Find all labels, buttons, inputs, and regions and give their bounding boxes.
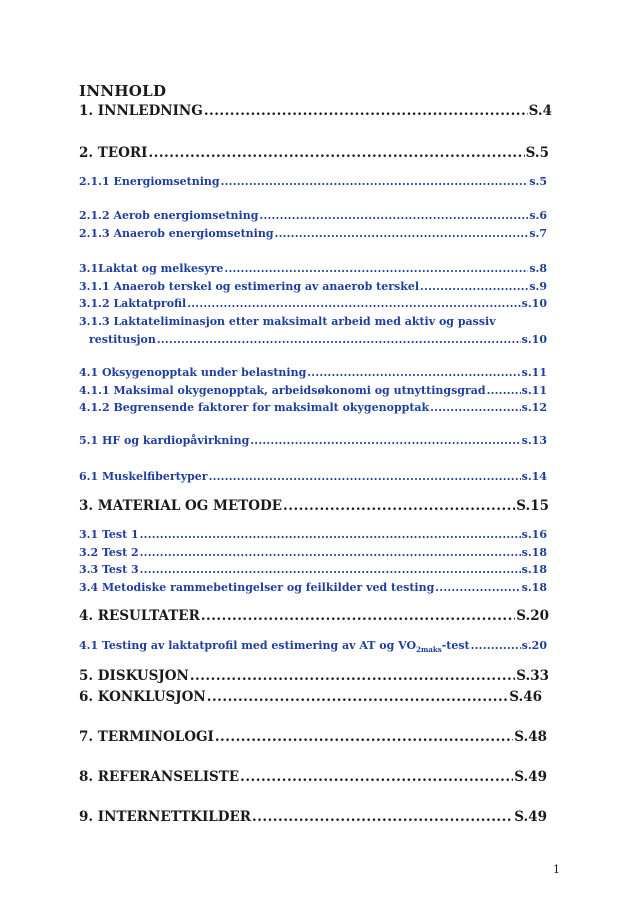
toc-entry-continuation[interactable]: [79, 333, 547, 346]
toc-leader-dots: [240, 769, 513, 785]
toc-entry-label: 5.1 HF og kardiopåvirkning: [79, 434, 250, 447]
toc-entry[interactable]: [79, 297, 547, 310]
toc-entry[interactable]: [79, 470, 547, 483]
toc-leader-dots: [157, 333, 521, 346]
toc-entry-page: s.12: [521, 401, 547, 414]
toc-leader-dots: [221, 175, 529, 188]
toc-entry[interactable]: [79, 809, 547, 825]
toc-entry-label: 6. KONKLUSJON: [79, 689, 206, 705]
toc-entry-label-subscript: 2maks: [416, 645, 442, 655]
toc-entry[interactable]: [79, 581, 547, 594]
toc-leader-dots: [215, 729, 513, 745]
toc-entry[interactable]: [79, 639, 547, 654]
toc-leader-dots: [250, 434, 520, 447]
toc-entry-label: 4.1.2 Begrensende faktorer for maksimalt okygenopptak: [79, 401, 430, 414]
toc-leader-dots: [140, 563, 521, 576]
toc-entry-label: restitusjon: [89, 333, 156, 346]
toc-leader-dots: [307, 366, 520, 379]
toc-entry-label: 4.1 Oksygenopptak under belastning: [79, 366, 307, 379]
toc-leader-dots: [148, 145, 524, 161]
toc-entry-label: 3.1 Test 1: [79, 528, 139, 541]
toc-entry-label: 9. INTERNETTKILDER: [79, 809, 251, 825]
toc-entry[interactable]: [79, 546, 547, 559]
toc-entry[interactable]: [79, 227, 547, 240]
toc-leader-dots: [420, 280, 528, 293]
toc-entry-page: s.10: [521, 297, 547, 310]
toc-entry-label: 3.1.2 Laktatprofil: [79, 297, 187, 310]
toc-entry[interactable]: [79, 668, 549, 684]
toc-entry-page: s.7: [529, 227, 547, 240]
toc-entry-page: S.20: [516, 608, 549, 624]
toc-entry-page: S.15: [516, 498, 549, 514]
toc-leader-dots: [187, 297, 520, 310]
toc-entry-label: 3.1Laktat og melkesyre: [79, 262, 224, 275]
toc-entry-label: 3.3 Test 3: [79, 563, 139, 576]
toc-entry[interactable]: [79, 689, 542, 705]
toc-entry-page: S.49: [514, 769, 547, 785]
toc-entry-page: s.11: [521, 384, 547, 397]
toc-leader-dots: [252, 809, 513, 825]
toc-entry[interactable]: [79, 498, 549, 514]
toc-entry-label: 5. DISKUSJON: [79, 668, 189, 684]
toc-entry-page: s.20: [521, 639, 547, 652]
toc-leader-dots: [204, 103, 528, 119]
toc-entry[interactable]: [79, 729, 547, 745]
toc-entry[interactable]: [79, 366, 547, 379]
toc-leader-dots: [487, 384, 521, 397]
toc-leader-dots: [275, 227, 529, 240]
toc-entry-page: s.9: [529, 280, 547, 293]
toc-entry-page: s.14: [521, 470, 547, 483]
toc-leader-dots: [259, 209, 528, 222]
toc-entry-label: 4.1.1 Maksimal okygenopptak, arbeidsøkonomi og utnyttingsgrad: [79, 384, 486, 397]
page-number: 1: [553, 863, 560, 876]
toc-entry-page: s.6: [529, 209, 547, 222]
toc-leader-dots: [140, 528, 521, 541]
toc-entry[interactable]: [79, 434, 547, 447]
toc-entry-label: 1. INNLEDNING: [79, 103, 203, 119]
toc-leader-dots: [435, 581, 520, 594]
toc-leader-dots: [283, 498, 515, 514]
toc-entry-label: [79, 639, 470, 654]
toc-entry[interactable]: [79, 145, 549, 161]
toc-entry-label: 2.1.1 Energiomsetning: [79, 175, 220, 188]
toc-entry[interactable]: [79, 608, 549, 624]
toc-entry-label: 8. REFERANSELISTE: [79, 769, 240, 785]
toc-leader-dots: [201, 608, 515, 624]
toc-entry[interactable]: [79, 769, 547, 785]
toc-leader-dots: [224, 262, 528, 275]
toc-entry-label: 2.1.3 Anaerob energiomsetning: [79, 227, 274, 240]
toc-entry-label: 3.1.1 Anaerob terskel og estimering av anaerob terskel: [79, 280, 420, 293]
toc-entry-label: 2. TEORI: [79, 145, 148, 161]
toc-entry[interactable]: [79, 563, 547, 576]
toc-entry-label: 4. RESULTATER: [79, 608, 200, 624]
toc-entry[interactable]: [79, 280, 547, 293]
toc-leader-dots: [140, 546, 521, 559]
toc-entry[interactable]: [79, 262, 547, 275]
toc-entry-label: 6.1 Muskelfibertyper: [79, 470, 208, 483]
toc-entry-label: 3.2 Test 2: [79, 546, 139, 559]
toc-entry-label: 3. MATERIAL OG METODE: [79, 498, 283, 514]
toc-entry-page: s.16: [521, 528, 547, 541]
toc-heading: INNHOLD: [79, 82, 167, 100]
toc-entry-page: s.11: [521, 366, 547, 379]
toc-entry[interactable]: [79, 175, 547, 188]
toc-entry-page: S.46: [509, 689, 542, 705]
toc-entry-page: S.33: [516, 668, 549, 684]
toc-entry-page: S.49: [514, 809, 547, 825]
toc-entry-label: 3.4 Metodiske rammebetingelser og feilkilder ved testing: [79, 581, 435, 594]
toc-entry[interactable]: [79, 315, 547, 328]
toc-leader-dots: [190, 668, 515, 684]
toc-entry[interactable]: [79, 401, 547, 414]
toc-entry-page: s.18: [521, 563, 547, 576]
toc-entry[interactable]: [79, 384, 547, 397]
toc-entry-page: s.8: [529, 262, 547, 275]
toc-entry-page: S.48: [514, 729, 547, 745]
toc-entry-label: 3.1.3 Laktateliminasjon etter maksimalt arbeid med aktiv og passiv: [79, 315, 496, 328]
toc-entry-label-post: -test: [441, 639, 470, 652]
toc-leader-dots: [471, 639, 521, 652]
toc-entry-page: s.10: [521, 333, 547, 346]
toc-leader-dots: [207, 689, 508, 705]
toc-entry[interactable]: [79, 103, 552, 119]
toc-leader-dots: [209, 470, 521, 483]
toc-leader-dots: [430, 401, 521, 414]
toc-entry-page: S.5: [525, 145, 549, 161]
toc-entry-page: s.18: [521, 546, 547, 559]
toc-entry[interactable]: [79, 528, 547, 541]
toc-entry-label: 7. TERMINOLOGI: [79, 729, 214, 745]
toc-entry-page: s.18: [521, 581, 547, 594]
toc-entry-page: S.4: [528, 103, 552, 119]
toc-entry-page: s.13: [521, 434, 547, 447]
toc-entry-label-pre: 4.1 Testing av laktatprofil med estimering av AT og VO: [79, 639, 417, 652]
toc-entry-label: 2.1.2 Aerob energiomsetning: [79, 209, 259, 222]
toc-entry[interactable]: [79, 209, 547, 222]
toc-entry-page: s.5: [529, 175, 547, 188]
